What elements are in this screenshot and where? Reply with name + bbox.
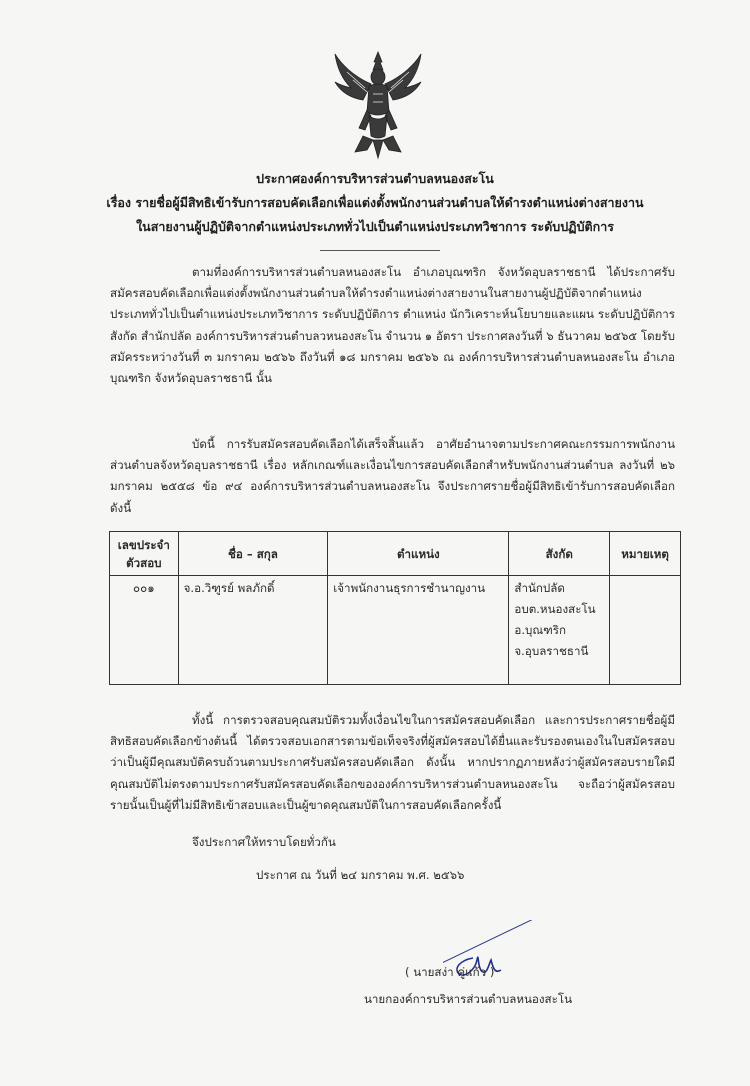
announcement-subject: เรื่อง รายชื่อผู้มีสิทธิเข้ารับการสอบคัดเลือกเพื่อแต่งตั้งพนักงานส่วนตำบลให้ดำรงตำแหน่งต่างสายงาน: [106, 195, 644, 210]
table-row: [110, 576, 681, 685]
cell-position: เจ้าพนักงานธุรการชำนาญงาน: [328, 576, 509, 685]
cell-remark: [610, 576, 681, 685]
announcement-date: ประกาศ ณ วันที่ ๒๔ มกราคม พ.ศ. ๒๕๖๖: [256, 868, 465, 882]
title-divider: [320, 250, 440, 251]
col-exam-number: เลขประจำตัวสอบ: [110, 532, 179, 576]
cell-affiliation: [509, 576, 610, 685]
affiliation-line: สำนักปลัด: [514, 581, 565, 595]
paragraph-conditions: ทั้งนี้ การตรวจสอบคุณสมบัติรวมทั้งเงื่อนไขในการสมัครสอบคัดเลือก และการประกาศรายชื่อผู้มีสิทธิสอบคัดเลือกข้างต้นนี้ ได้ตรวจสอบเอกสารตามข้อเท็จจริงที่ผู้สมัครสอบได้ยื่นและรับรองตนเองในใบสมัครสอบว่าเป็นผู้มีคุณสมบัติครบถ้วนตามประกาศรับสมัครสอบคัดเลือก ดังนั้น หากปรากฏภายหลังว่าผู้สมัครสอบรายใดมีคุณสมบัติไม่ตรงตามประกาศรับสมัครสอบคัดเลือกขององค์การบริหารส่วนตำบลหนองสะโน จะถือว่าผู้สมัครสอบรายนั้นเป็นผู้ที่ไม่มีสิทธิเข้าสอบและเป็นผู้ขาดคุณสมบัติในการสอบคัดเลือกครั้งนี้: [110, 713, 675, 812]
cell-name: จ.อ.วิฑูรย์ พลภักดิ์: [178, 576, 328, 685]
closing-statement: จึงประกาศให้ทราบโดยทั่วกัน: [192, 835, 336, 849]
cell-exam-number: ๐๐๑: [110, 576, 179, 685]
signer-title: นายกองค์การบริหารส่วนตำบลหนองสะโน: [364, 992, 573, 1006]
col-name: ชื่อ – สกุล: [178, 532, 328, 576]
affiliation-line: อ.บุณฑริก: [514, 623, 567, 637]
affiliation-line: อบต.หนองสะโน: [514, 602, 596, 616]
paragraph-background: ตามที่องค์การบริหารส่วนตำบลหนองสะโน อำเภอบุณฑริก จังหวัดอุบลราชธานี ได้ประกาศรับสมัครสอบคัดเลือกเพื่อแต่งตั้งพนักงานส่วนตำบลให้ดำรงตำแหน่งต่างสายงานในสายงานผู้ปฏิบัติจากตำแหน่งประเภททั่วไปเป็นตำแหน่งประเภทวิชาการ ระดับปฏิบัติการ ตำแหน่ง นักวิเคราะห์นโยบายและแผน ระดับปฏิบัติการ สังกัด สำนักปลัด องค์การบริหารส่วนตำบลวหนองสะโน จำนวน ๑ อัตรา ประกาศลงวันที่ ๖ ธันวาคม ๒๕๖๕ โดยรับสมัครระหว่างวันที่ ๓ มกราคม ๒๕๖๖ ถึงวันที่ ๑๘ มกราคม ๒๕๖๖ ณ องค์การบริหารส่วนตำบลหนองสะโน อำเภอบุณฑริก จังหวัดอุบลราชธานี นั้น: [110, 265, 675, 386]
table-header-row: [110, 532, 681, 576]
col-position: ตำแหน่ง: [328, 532, 509, 576]
affiliation-line: จ.อุบลราชธานี: [514, 644, 589, 658]
paragraph-announcement: บัดนี้ การรับสมัครสอบคัดเลือกได้เสร็จสิ้นแล้ว อาศัยอำนาจตามประกาศคณะกรรมการพนักงานส่วนตำบลจังหวัดอุบลราชธานี เรื่อง หลักเกณฑ์และเงื่อนไขการสอบคัดเลือกสำหรับพนักงานส่วนตำบล ลงวันที่ ๒๖ มกราคม ๒๕๕๘ ข้อ ๙๔ องค์การบริหารส่วนตำบลหนองสะโน จึงประกาศรายชื่อผู้มีสิทธิเข้ารับการสอบคัดเลือก ดังนี้: [110, 437, 675, 515]
col-affiliation: สังกัด: [509, 532, 610, 576]
garuda-emblem-icon: [333, 50, 423, 160]
signer-name: ( นายสง่า คู่แก้ว ): [405, 965, 495, 979]
announcement-title: ประกาศองค์การบริหารส่วนตำบลหนองสะโน: [256, 171, 494, 186]
announcement-subject-cont: ในสายงานผู้ปฏิบัติจากตำแหน่งประเภททั่วไปเป็นตำแหน่งประเภทวิชาการ ระดับปฏิบัติการ: [136, 219, 614, 234]
col-remark: หมายเหตุ: [610, 532, 681, 576]
candidate-table: [109, 531, 681, 685]
